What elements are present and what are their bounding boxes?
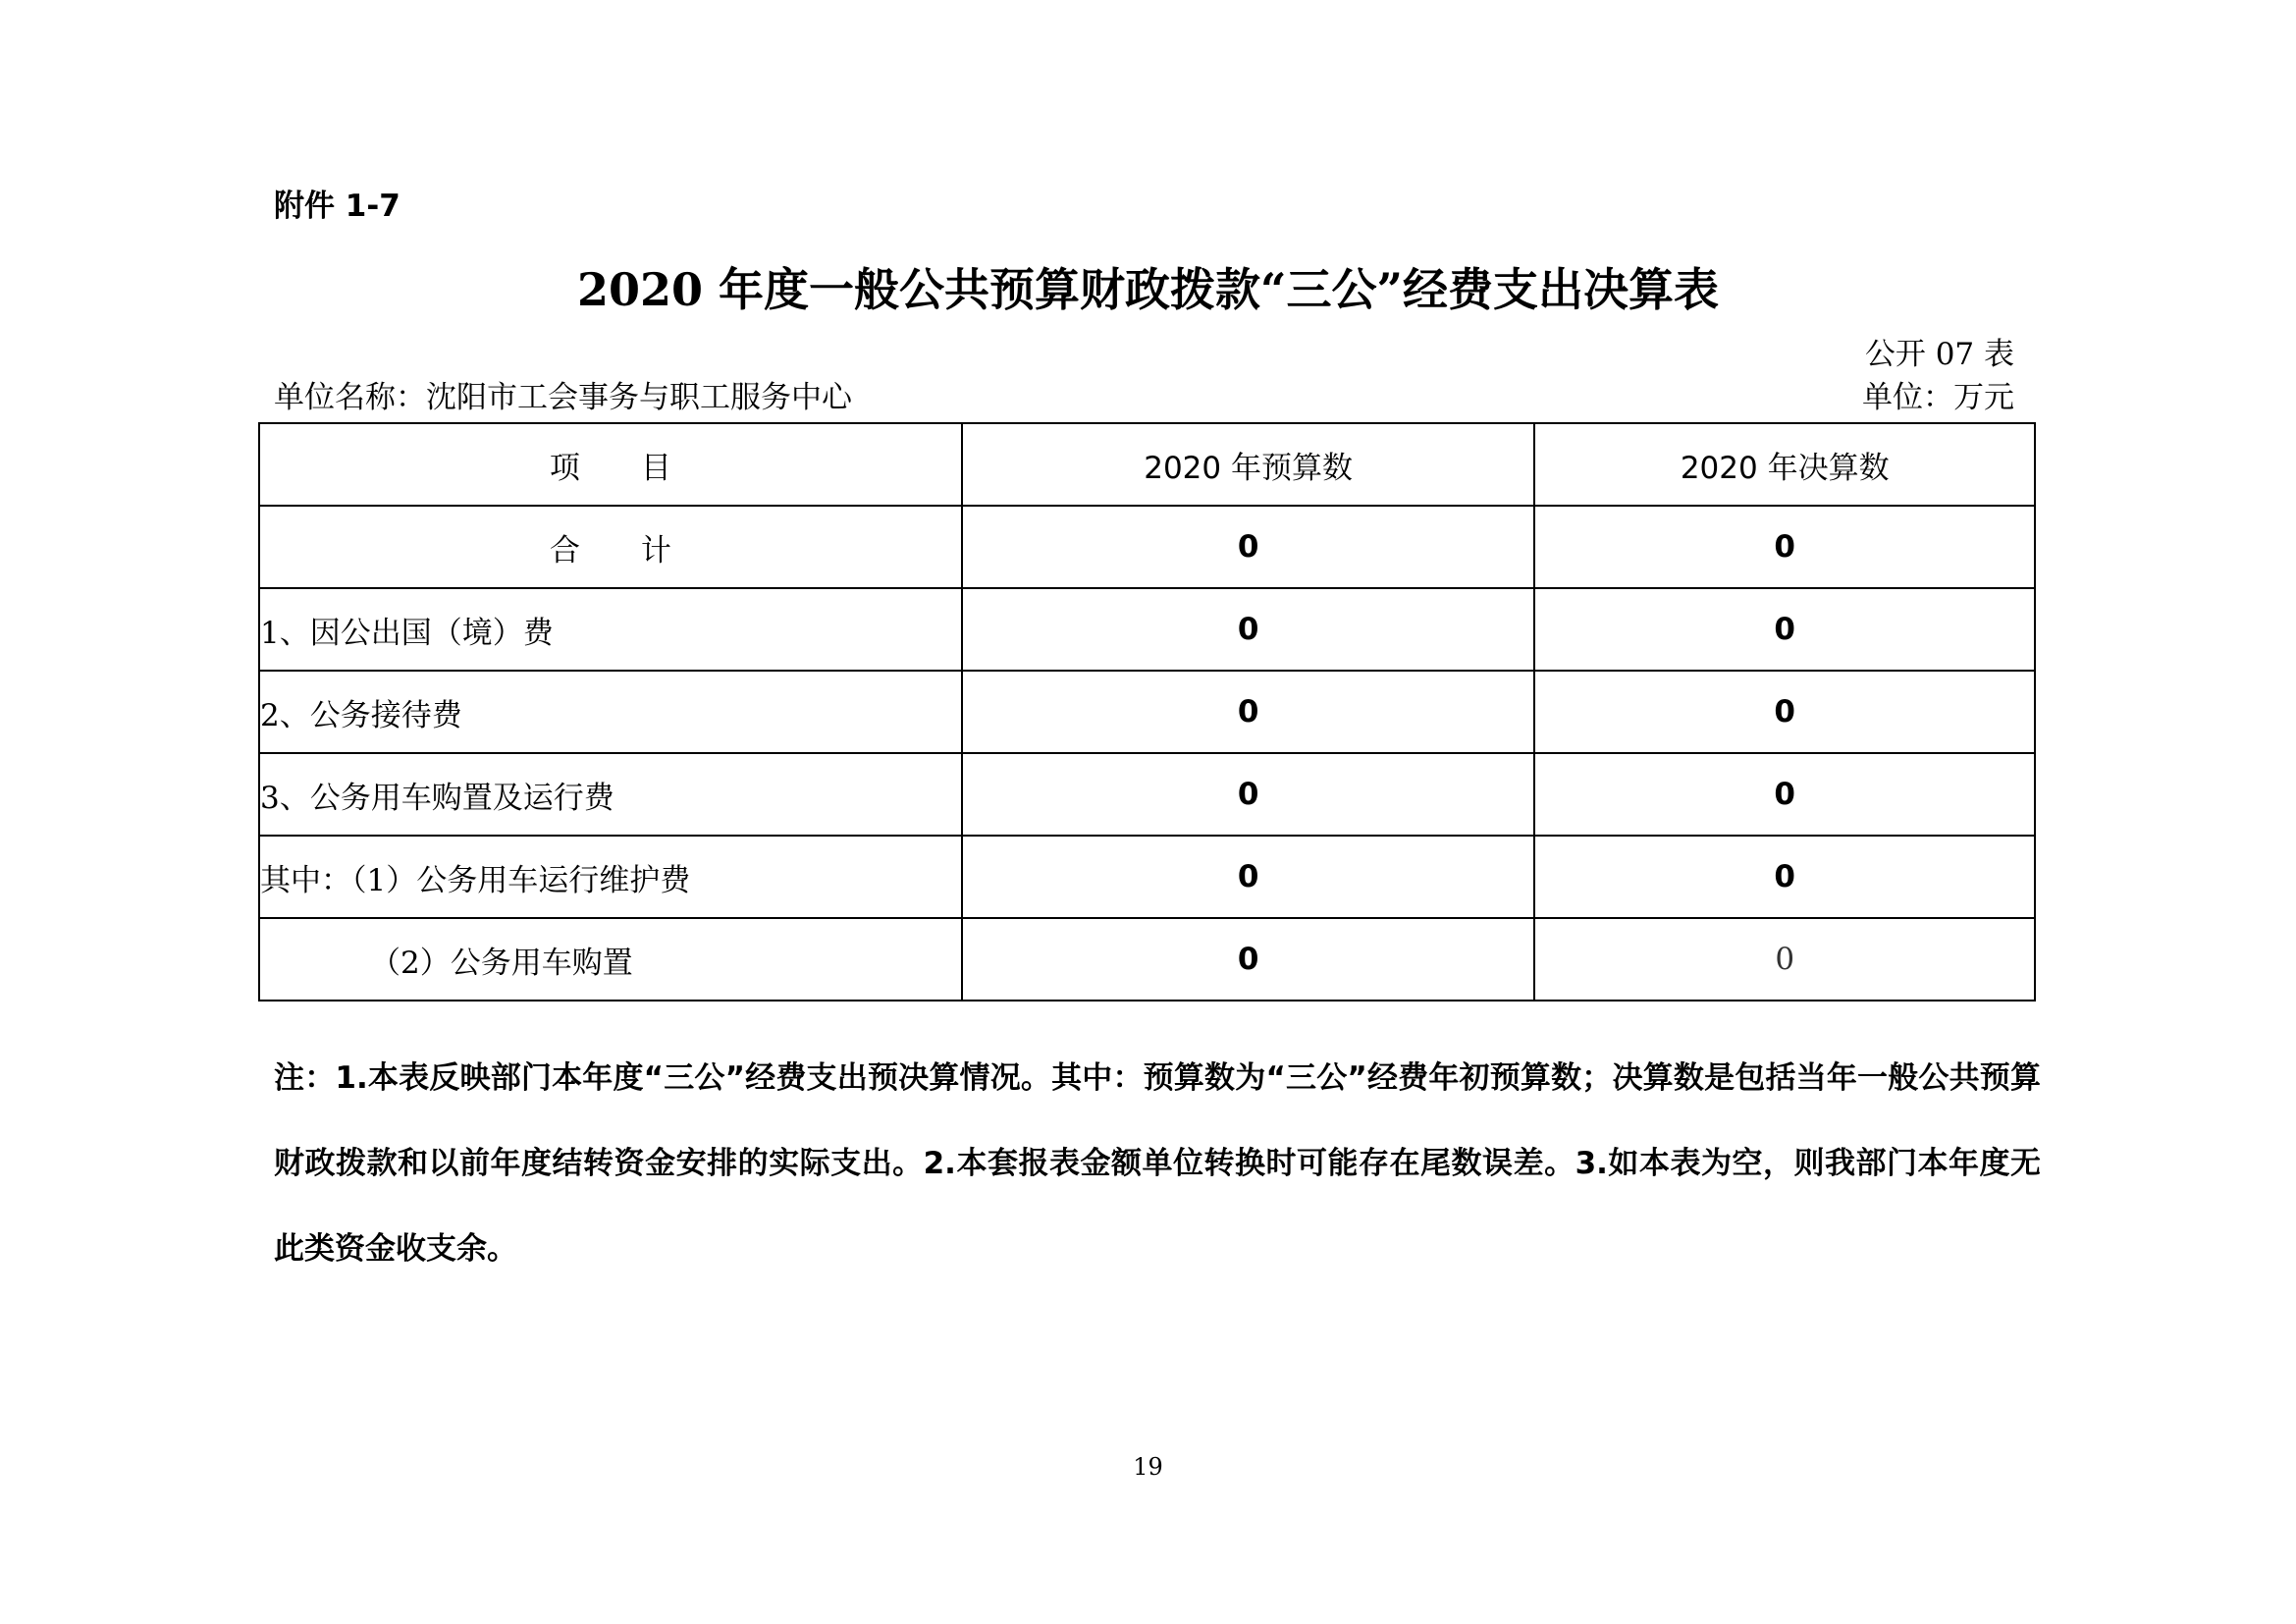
table-row-vehicle-maintenance <box>259 836 2035 918</box>
table-note: 注：1.本表反映部门本年度“三公”经费支出预决算情况。其中：预算数为“三公”经费年初预算数；决算数是包括当年一般公共预算财政拨款和以前年度结转资金安排的实际支出。2.本套报表金额单位转换时可能存在尾数误差。3.如本表为空，则我部门本年度无此类资金收支余。 <box>274 1060 2041 1267</box>
row-budget: 0 <box>962 918 1535 1001</box>
header-item: 项 目 <box>259 423 962 506</box>
row-budget: 0 <box>962 588 1535 671</box>
row-budget: 0 <box>962 836 1535 918</box>
amount-unit: 单位：万元 <box>1862 380 2014 415</box>
table-row-total <box>259 506 2035 588</box>
row-item: （2）公务用车购置 <box>259 918 962 1001</box>
table-number: 公开 07 表 <box>1864 337 2014 372</box>
table-row-vehicle-purchase <box>259 918 2035 1001</box>
row-final: 0 <box>1534 506 2035 588</box>
row-budget: 0 <box>962 753 1535 836</box>
table-row-reception <box>259 671 2035 753</box>
header-final: 2020 年决算数 <box>1534 423 2035 506</box>
row-item: 合 计 <box>259 506 962 588</box>
header-budget: 2020 年预算数 <box>962 423 1535 506</box>
row-budget: 0 <box>962 671 1535 753</box>
page-title: 2020 年度一般公共预算财政拨款“三公”经费支出决算表 <box>577 263 1719 316</box>
row-item: 2、公务接待费 <box>259 671 962 753</box>
row-item: 1、因公出国（境）费 <box>259 588 962 671</box>
row-budget: 0 <box>962 506 1535 588</box>
three-public-expense-table <box>258 422 2036 1001</box>
table-header-row <box>259 423 2035 506</box>
row-item: 其中：（1）公务用车运行维护费 <box>259 836 962 918</box>
row-final: 0 <box>1534 836 2035 918</box>
row-final: 0 <box>1534 671 2035 753</box>
table-row-vehicles <box>259 753 2035 836</box>
attachment-label: 附件 1-7 <box>274 189 400 224</box>
table-row-overseas <box>259 588 2035 671</box>
row-final: 0 <box>1534 753 2035 836</box>
row-final: 0 <box>1534 918 2035 1001</box>
row-final: 0 <box>1534 588 2035 671</box>
page-number: 19 <box>1133 1453 1163 1481</box>
unit-name: 单位名称：沈阳市工会事务与职工服务中心 <box>274 380 852 415</box>
row-item: 3、公务用车购置及运行费 <box>259 753 962 836</box>
